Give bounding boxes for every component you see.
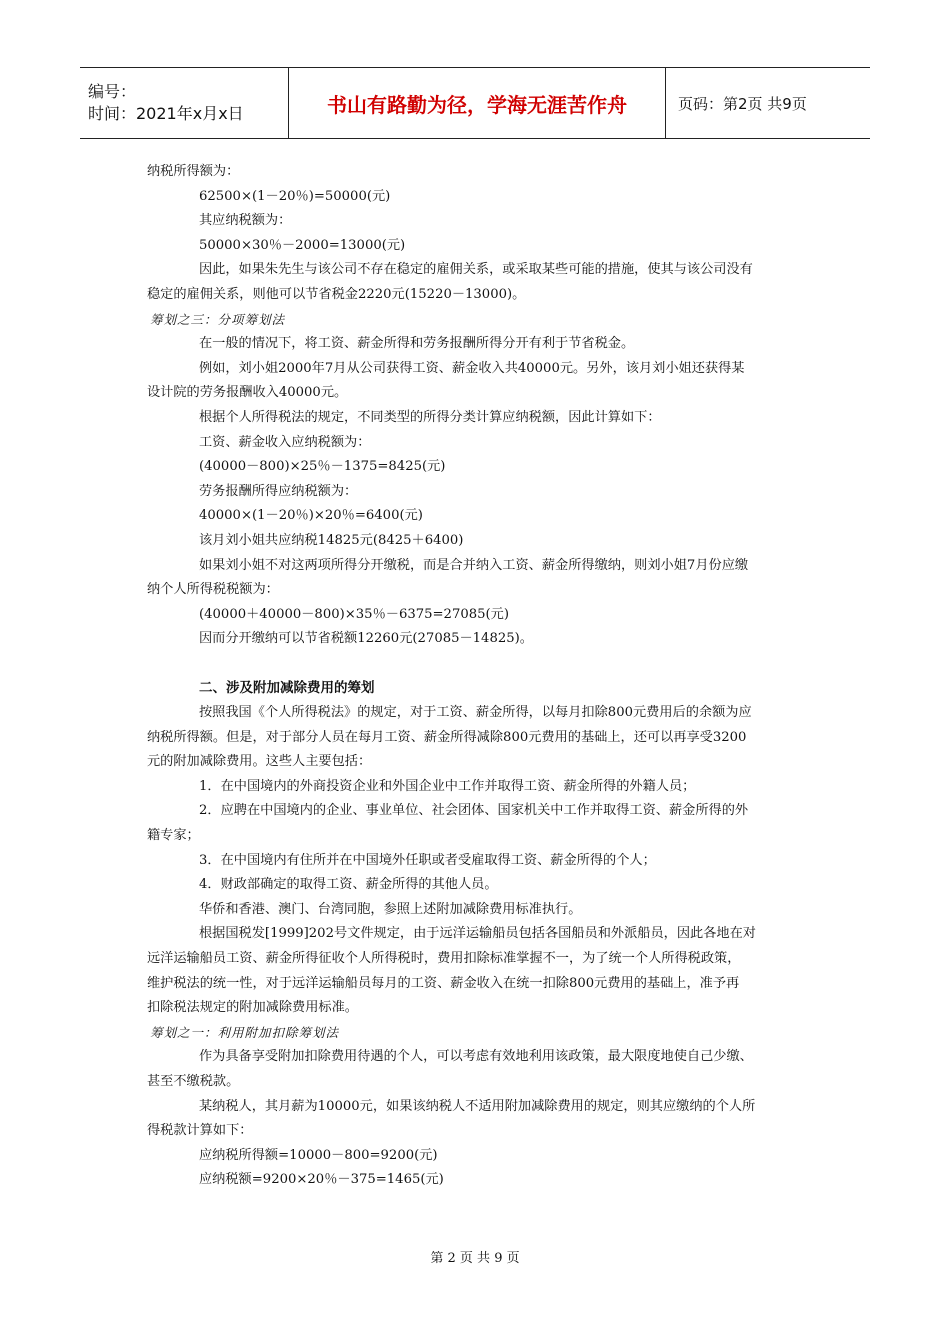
- motto-text: 书山有路勤为径，学海无涯苦作舟: [327, 92, 627, 117]
- text-line: 纳税所得额。但是，对于部分人员在每月工资、薪金所得减除800元费用的基础上，还可以再享受3200: [147, 729, 747, 745]
- text-line: 纳个人所得税税额为：: [147, 582, 279, 598]
- text-line: 扣除税法规定的附加减除费用标准。: [147, 1000, 358, 1016]
- header-motto: [288, 68, 666, 138]
- plan-subheading: 筹划之一：利用附加扣除筹划法: [150, 1024, 340, 1040]
- text-line: 4．财政部确定的取得工资、薪金所得的其他人员。: [199, 877, 498, 893]
- text-line: 根据国税发[1999]202号文件规定，由于远洋运输船员包括各国船员和外派船员，因此各地在对: [199, 926, 756, 942]
- header-left: [80, 68, 288, 138]
- text-line: 劳务报酬所得应纳税额为：: [199, 483, 358, 499]
- page-label: 页码：第2页 共9页: [678, 94, 807, 113]
- text-line: 例如，刘小姐2000年7月从公司获得工资、薪金收入共40000元。另外，该月刘小姐还获得某: [199, 360, 745, 376]
- text-line: 维护税法的统一性，对于远洋运输船员每月的工资、薪金收入在统一扣除800元费用的基础上，准予再: [147, 975, 740, 991]
- text-line: 因此，如果朱先生与该公司不存在稳定的雇佣关系，或采取某些可能的措施，使其与该公司没有: [199, 262, 753, 278]
- text-line: 甚至不缴税款。: [147, 1073, 240, 1089]
- page-footer: [0, 1247, 950, 1266]
- text-line: 3．在中国境内有住所并在中国境外任职或者受雇取得工资、薪金所得的个人；: [199, 852, 656, 868]
- text-line: (40000－800)×25％－1375=8425(元): [199, 459, 446, 475]
- text-line: 纳税所得额为：: [147, 164, 240, 179]
- text-line: 某纳税人，其月薪为10000元，如果该纳税人不适用附加减除费用的规定，则其应缴纳的个人所: [199, 1098, 756, 1114]
- text-line: 设计院的劳务报酬收入40000元。: [147, 385, 348, 401]
- text-line: 工资、薪金收入应纳税额为：: [199, 434, 371, 450]
- text-line: 华侨和香港、澳门、台湾同胞，参照上述附加减除费用标准执行。: [199, 901, 582, 917]
- plan-subheading: 筹划之三：分项筹划法: [150, 311, 286, 327]
- text-line: 62500×(1－20％)=50000(元): [199, 188, 391, 204]
- text-line: 2．应聘在中国境内的企业、事业单位、社会团体、国家机关中工作并取得工资、薪金所得的外: [199, 803, 749, 819]
- text-line: 籍专家；: [147, 828, 200, 844]
- serial-label: 编号：: [88, 82, 137, 101]
- text-line: 该月刘小姐共应纳税14825元(8425＋6400): [199, 532, 464, 548]
- text-line: 50000×30％－2000=13000(元): [199, 237, 406, 253]
- document-body: [147, 160, 807, 1193]
- header-right: [666, 68, 870, 138]
- text-line: 40000×(1－20％)×20％=6400(元): [199, 508, 423, 524]
- text-line: 在一般的情况下，将工资、薪金所得和劳务报酬所得分开有利于节省税金。: [199, 336, 635, 352]
- text-line: 应纳税额=9200×20％－375=1465(元): [199, 1172, 444, 1188]
- text-line: (40000＋40000－800)×35％－6375=27085(元): [199, 606, 509, 622]
- text-line: 因而分开缴纳可以节省税额12260元(27085－14825)。: [199, 631, 533, 647]
- text-line: 按照我国《个人所得税法》的规定，对于工资、薪金所得，以每月扣除800元费用后的余额为应: [199, 705, 752, 721]
- text-line: 作为具备享受附加扣除费用待遇的个人，可以考虑有效地利用该政策，最大限度地使自己少缴、: [199, 1049, 753, 1065]
- footer-page-number: 第 2 页 共 9 页: [430, 1251, 520, 1266]
- text-line: 得税款计算如下：: [147, 1123, 253, 1139]
- date-label: 时间：2021年x月x日: [88, 104, 244, 123]
- text-line: 应纳税所得额=10000－800=9200(元): [199, 1147, 438, 1163]
- text-line: 稳定的雇佣关系，则他可以节省税金2220元(15220－13000)。: [147, 286, 526, 302]
- page-header: [80, 67, 870, 139]
- text-line: 根据个人所得税法的规定，不同类型的所得分类计算应纳税额，因此计算如下：: [199, 409, 661, 425]
- text-line: 1．在中国境内的外商投资企业和外国企业中工作并取得工资、薪金所得的外籍人员；: [199, 778, 696, 794]
- section-heading: 二、涉及附加减除费用的筹划: [199, 680, 375, 697]
- blank-line: [147, 652, 807, 677]
- text-line: 元的附加减除费用。这些人主要包括：: [147, 754, 372, 770]
- text-line: 如果刘小姐不对这两项所得分开缴税，而是合并纳入工资、薪金所得缴纳，则刘小姐7月份应缴: [199, 557, 749, 573]
- text-line: 远洋运输船员工资、薪金所得征收个人所得税时，费用扣除标准掌握不一，为了统一个人所得税政策，: [147, 951, 741, 966]
- text-line: 其应纳税额为：: [199, 213, 292, 229]
